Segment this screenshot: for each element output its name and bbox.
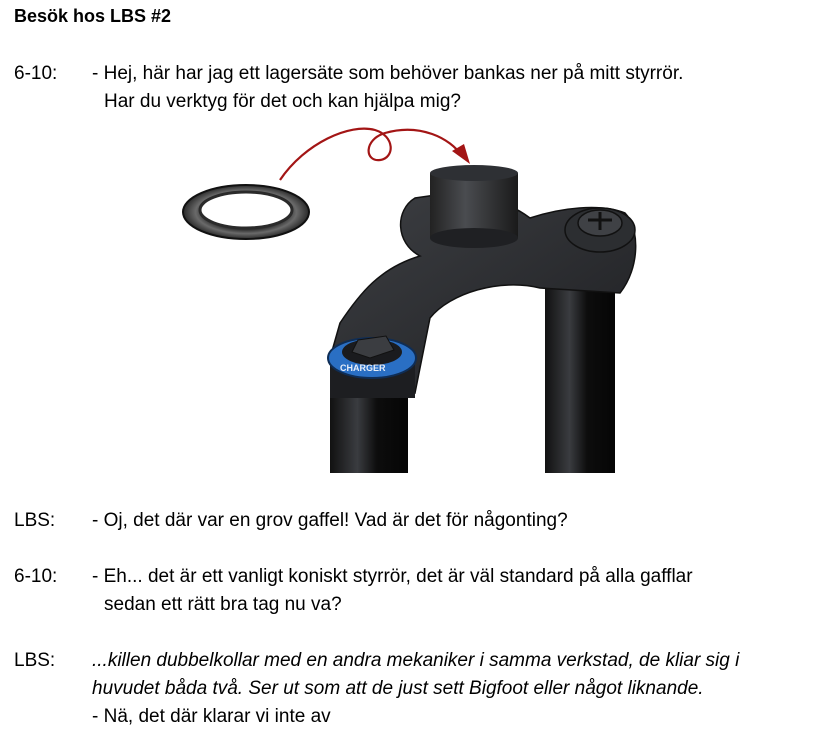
steerer-tube <box>430 165 518 248</box>
dialog-line-narration: ...killen dubbelkollar med en andra mekaniker i samma verkstad, de kliar sig i <box>92 650 740 671</box>
page-title: Besök hos LBS #2 <box>14 6 172 26</box>
dialog-line: - Hej, här har jag ett lagersäte som behöver bankas ner på mitt styrrör. <box>92 63 684 84</box>
dialog-line: sedan ett rätt bra tag nu va? <box>104 594 342 615</box>
speaker-label: LBS: <box>14 510 56 531</box>
air-valve-cap <box>565 208 635 252</box>
fork-leg-left <box>330 388 408 473</box>
bearing-seat-ring <box>183 185 309 239</box>
speaker-label: 6-10: <box>14 566 58 587</box>
speaker-label: 6-10: <box>14 63 58 84</box>
dialog-line: Har du verktyg för det och kan hjälpa mig? <box>104 91 461 112</box>
fork-illustration <box>180 118 650 473</box>
dialog-line-narration: huvudet båda två. Ser ut som att de just sett Bigfoot eller något liknande. <box>92 678 704 699</box>
dialog-line: - Oj, det där var en grov gaffel! Vad är det för någonting? <box>92 510 568 531</box>
dialog-line: - Nä, det där klarar vi inte av <box>92 706 331 727</box>
dialog-line: - Eh... det är ett vanligt koniskt styrrör, det är väl standard på alla gafflar <box>92 566 693 587</box>
speaker-label: LBS: <box>14 650 56 671</box>
damper-knob <box>328 336 416 398</box>
knob-logo-text: CHARGER <box>340 363 386 373</box>
fork-leg-right <box>545 278 615 473</box>
